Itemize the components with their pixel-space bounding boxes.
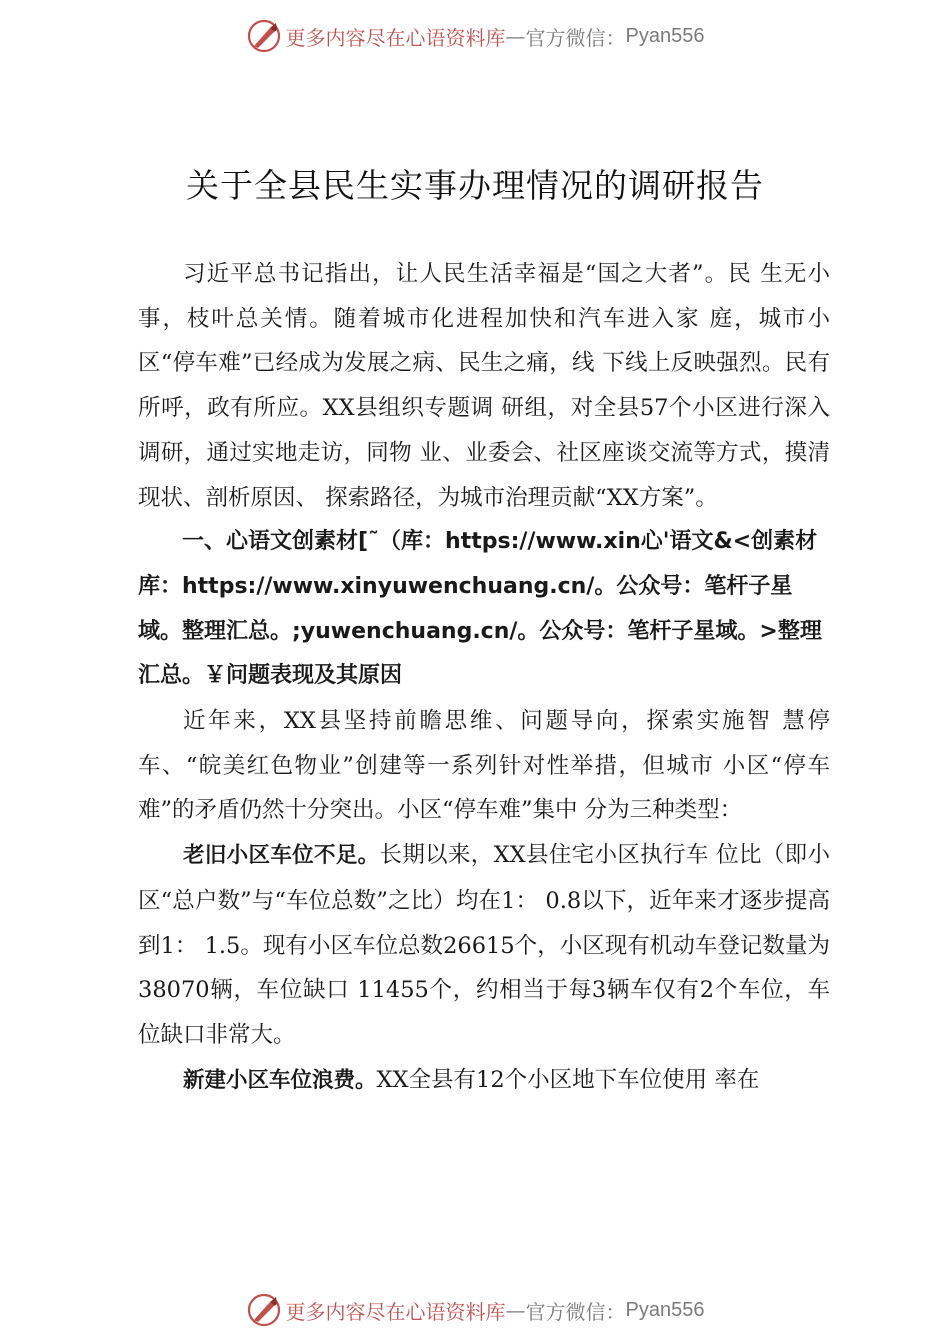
paragraph-old-communities — [138, 833, 830, 1058]
banner-separator: — — [505, 24, 526, 48]
paragraph-overview — [138, 699, 830, 833]
paragraph-intro — [138, 252, 830, 520]
paragraph-lead: 新建小区车位浪费。 — [183, 1067, 377, 1093]
paragraph-lead: 老旧小区车位不足。 — [183, 843, 380, 869]
pen-nib-logo-icon — [246, 1292, 282, 1328]
document-title: 关于全县民生实事办理情况的调研报告 — [186, 166, 764, 205]
banner-brand: 更多内容尽在心语资料库 — [285, 25, 506, 50]
pen-nib-logo-icon — [246, 18, 282, 54]
section-heading: 一、心语文创素材[˜（库：https://www.xin心'语文&<创素材库：https://www.xinyuwenchuang.cn/。公众号：笔杆子星域。整理汇总。;yuwenchuang.cn/。公众号：笔杆子星域。>整理汇总。￥问题表现及其原因 — [138, 529, 822, 689]
paragraph-text: 长期以来，XX县住宅小区执行车 位比（即小区“总户数”与“车位总数”之比）均在1： 0.8以下，近年来才逐步提高到1： 1.5。现有小区车位总数26615个，小区现有机动车登记数量为38070辆，车位缺口 11455个，约相当于每3辆车仅有2个车位，车位缺口非常大。 — [138, 842, 830, 1048]
paragraph-text: 近年来，XX县坚持前瞻思维、问题导向，探索实施智 慧停车、“皖美红色物业”创建等一系列针对性举措，但城市 小区“停车难”的矛盾仍然十分突出。小区“停车难”集中 分为三种类型： — [138, 708, 830, 824]
header-banner — [0, 16, 950, 56]
banner-wechat-label: 官方微信： — [525, 1299, 626, 1324]
footer-banner — [0, 1290, 950, 1330]
banner-wechat-label: 官方微信： — [525, 25, 626, 50]
paragraph-text: XX全县有12个小区地下车位使用 率在 — [376, 1066, 760, 1093]
banner-wechat-id: Pyan556 — [625, 24, 705, 47]
paragraph-new-communities — [138, 1058, 830, 1104]
document-body — [138, 252, 830, 1103]
paragraph-text: 习近平总书记指出，让人民生活幸福是“国之大者”。民 生无小事，枝叶总关情。随着城市化进程加快和汽车进入家 庭，城市小区“停车难”已经成为发展之病、民生之痛，线 下线上反映强烈。民有所呼，政有所应。XX县组织专题调 研组，对全县57个小区进行深入调研，通过实地走访，同物 业、业委会、社区座谈交流等方式，摸清现状、剖析原因、 探索路径，为城市治理贡献“XX方案”。 — [138, 261, 830, 511]
banner-brand: 更多内容尽在心语资料库 — [285, 1299, 506, 1324]
banner-separator: — — [505, 1298, 526, 1322]
banner-wechat-id: Pyan556 — [625, 1298, 705, 1321]
